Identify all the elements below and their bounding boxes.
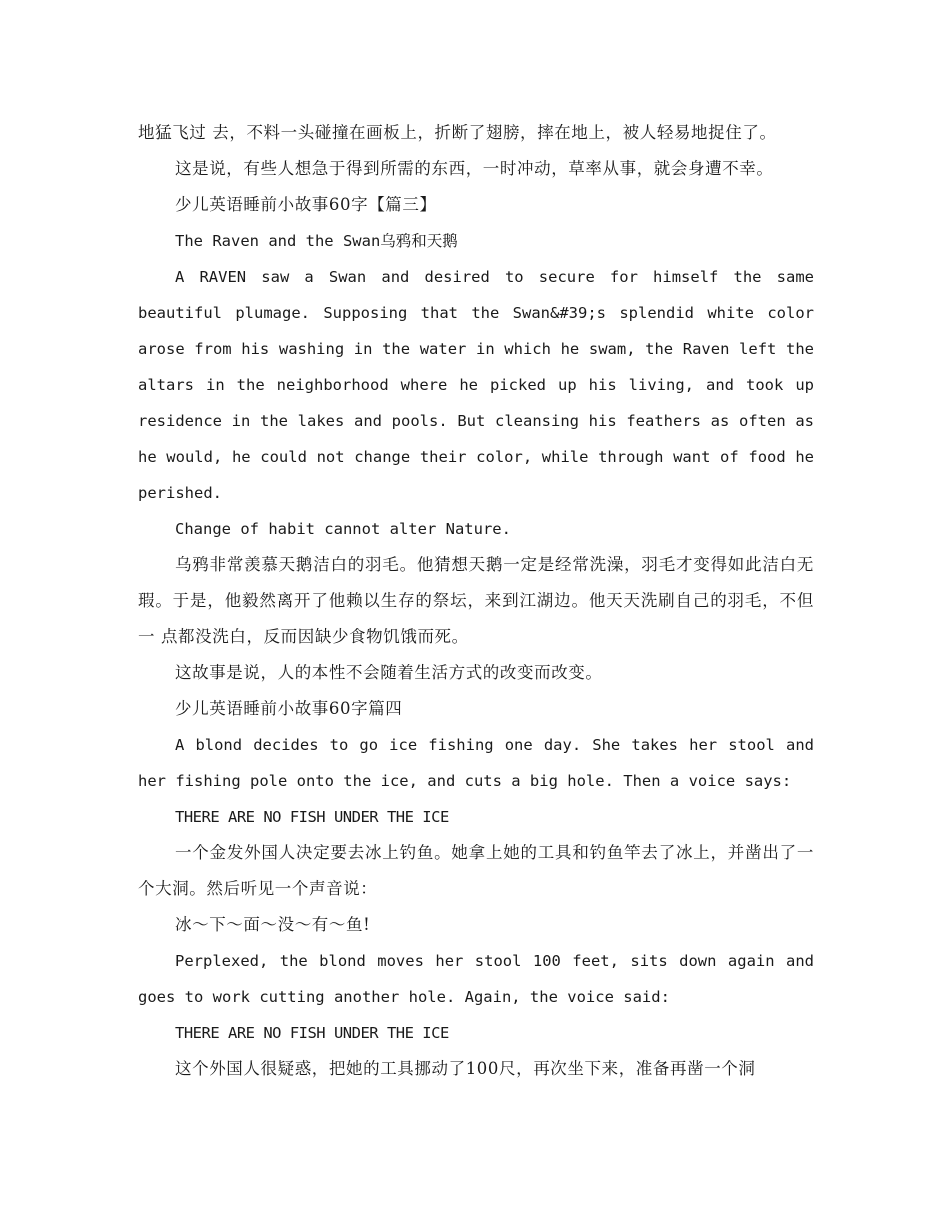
paragraph-voice-chinese: 冰～下～面～没～有～鱼! bbox=[175, 915, 371, 934]
paragraph-voice-2: THERE ARE NO FISH UNDER THE ICE bbox=[175, 1024, 449, 1042]
paragraph-blond-english-1: A blond decides to go ice fishing one day. She takes her stool and her fishing pole onto the ice, and cuts a big hole. Then a voice says: bbox=[138, 736, 814, 790]
paragraph-crane-moral: 这是说，有些人想急于得到所需的东西，一时冲动，草率从事，就会身遭不幸。 bbox=[175, 159, 774, 178]
section-heading-three: 少儿英语睡前小故事60字【篇三】 bbox=[175, 195, 437, 214]
paragraph-raven-english: A RAVEN saw a Swan and desired to secure for himself the same beautiful plumage. Supposing that the Swan&#39;s splendid white color arose from his washing in the water in which he swam, the Raven left the altars in the neighborhood where he picked up his living, and took up residence in the lakes and pools. But cleansing his feathers as often as he would, he could not change their color, while through want of food he perished. bbox=[138, 268, 814, 502]
paragraph-raven-chinese: 乌鸦非常羡慕天鹅洁白的羽毛。他猜想天鹅一定是经常洗澡，羽毛才变得如此洁白无 瑕。于是，他毅然离开了他赖以生存的祭坛，来到江湖边。他天天洗刷自己的羽毛，不但一 点都没洗白，反而因缺少食物饥饿而死。 bbox=[138, 555, 814, 646]
paragraph-crane-ending: 地猛飞过 去，不料一头碰撞在画板上，折断了翅膀，摔在地上，被人轻易地捉住了。 bbox=[138, 123, 777, 142]
document-body bbox=[138, 115, 814, 1087]
paragraph-blond-chinese-1: 一个金发外国人决定要去冰上钓鱼。她拿上她的工具和钓鱼竿去了冰上，并凿出了一个大洞。然后听见一个声音说： bbox=[138, 843, 814, 898]
paragraph-raven-moral-chinese: 这故事是说，人的本性不会随着生活方式的改变而改变。 bbox=[175, 663, 603, 682]
paragraph-raven-moral-english: Change of habit cannot alter Nature. bbox=[175, 520, 511, 538]
paragraph-blond-english-2: Perplexed, the blond moves her stool 100 feet, sits down again and goes to work cutting another hole. Again, the voice said: bbox=[138, 952, 814, 1006]
story-title-text: The Raven and the Swan乌鸦和天鹅 bbox=[175, 232, 458, 250]
paragraph-blond-chinese-2: 这个外国人很疑惑，把她的工具挪动了100尺，再次坐下来，准备再凿一个洞 bbox=[175, 1059, 756, 1078]
story-title-raven-swan bbox=[138, 223, 814, 259]
section-heading-four: 少儿英语睡前小故事60字篇四 bbox=[175, 699, 403, 718]
paragraph-voice-1: THERE ARE NO FISH UNDER THE ICE bbox=[175, 808, 449, 826]
